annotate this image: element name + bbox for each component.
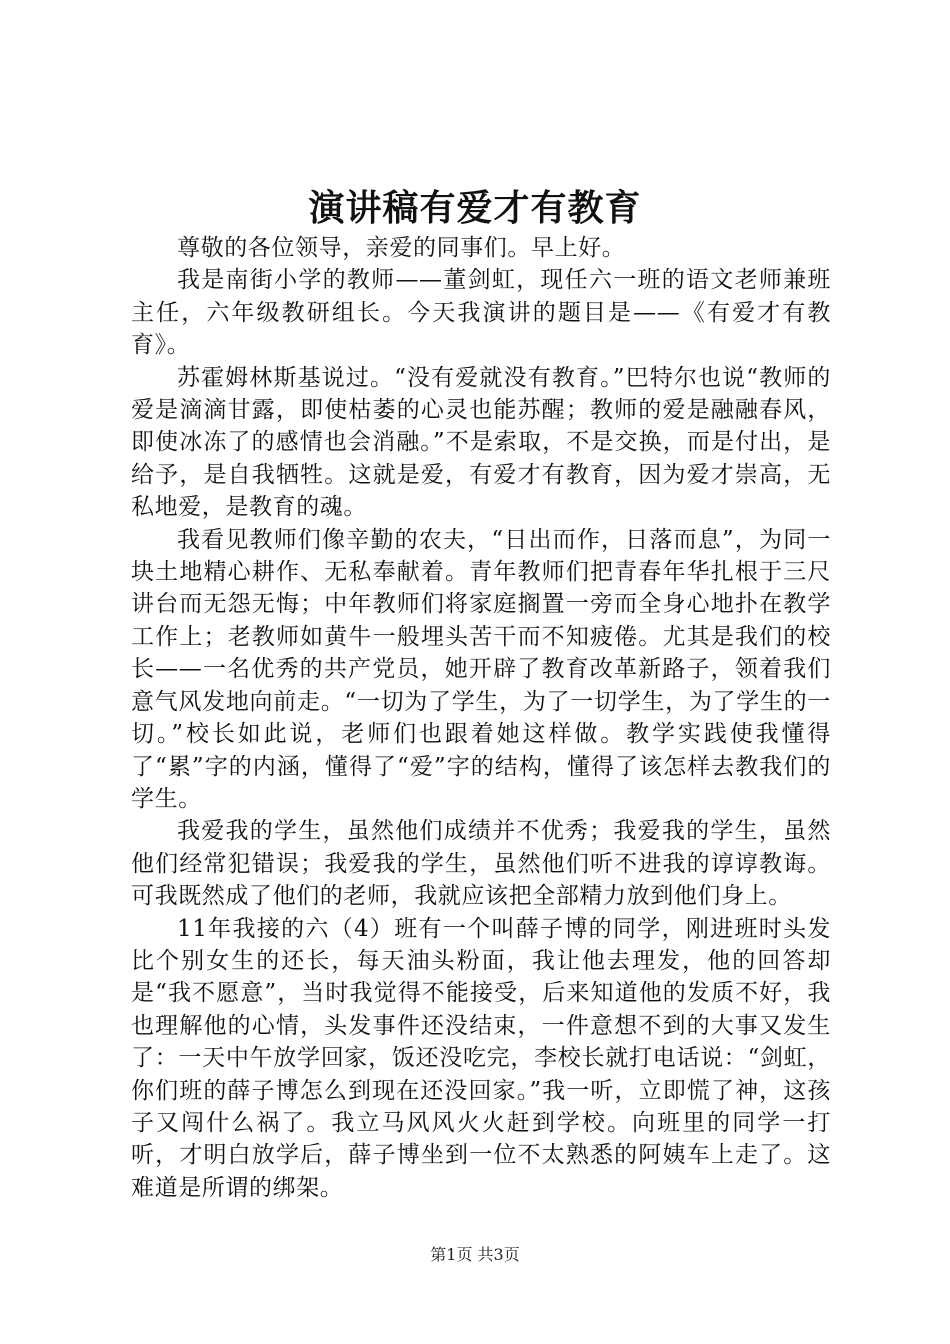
paragraph-introduction: 我是南街小学的教师——董剑虹，现任六一班的语文老师兼班主任，六年级教研组长。今天我演讲的题目是——《有爱才有教育》。	[131, 267, 831, 359]
paragraph-story: 11年我接的六（4）班有一个叫薛子博的同学，刚进班时头发比个别女生的还长，每天油头粉面，我让他去理发，他的回答却是“我不愿意”，当时我觉得不能接受，后来知道他的发质不好，我也理解他的心情，头发事件还没结束，一件意想不到的大事又发生了：一天中午放学回家，饭还没吃完，李校长就打电话说：“剑虹，你们班的薛子博怎么到现在还没回家。”我一听，立即慌了神，这孩子又闯什么祸了。我立马风风火火赶到学校。向班里的同学一打听，才明白放学后，薛子博坐到一位不太熟悉的阿姨车上走了。这难道是所谓的绑架。	[131, 915, 831, 1201]
paragraph-quote: 苏霍姆林斯基说过。“没有爱就没有教育。”巴特尔也说“教师的爱是滴滴甘露，即使枯萎的心灵也能苏醒；教师的爱是融融春风，即使冰冻了的感情也会消融。”不是索取，不是交换，而是付出，是给予，是自我牺牲。这就是爱，有爱才有教育，因为爱才崇高，无私地爱，是教育的魂。	[131, 364, 831, 521]
paragraph-students: 我爱我的学生，虽然他们成绩并不优秀；我爱我的学生，虽然他们经常犯错误；我爱我的学生，虽然他们听不进我的谆谆教诲。可我既然成了他们的老师，我就应该把全部精力放到他们身上。	[131, 818, 831, 910]
document-title: 演讲稿有爱才有教育	[308, 187, 642, 229]
paragraph-greeting: 尊敬的各位领导，亲爱的同事们。早上好。	[177, 235, 626, 261]
document-body	[131, 232, 831, 1204]
page-number-footer: 第1页 共3页	[430, 1245, 520, 1264]
paragraph-teachers: 我看见教师们像辛勤的农夫，“日出而作，日落而息”，为同一块土地精心耕作、无私奉献着。青年教师们把青春年华扎根于三尺讲台而无怨无悔；中年教师们将家庭搁置一旁而全身心地扑在教学工作上；老教师如黄牛一般埋头苦干而不知疲倦。尤其是我们的校长——一名优秀的共产党员，她开辟了教育改革新路子，领着我们意气风发地向前走。“一切为了学生，为了一切学生，为了学生的一切。”校长如此说，老师们也跟着她这样做。教学实践使我懂得了“累”字的内涵，懂得了“爱”字的结构，懂得了该怎样去教我们的学生。	[131, 526, 831, 812]
